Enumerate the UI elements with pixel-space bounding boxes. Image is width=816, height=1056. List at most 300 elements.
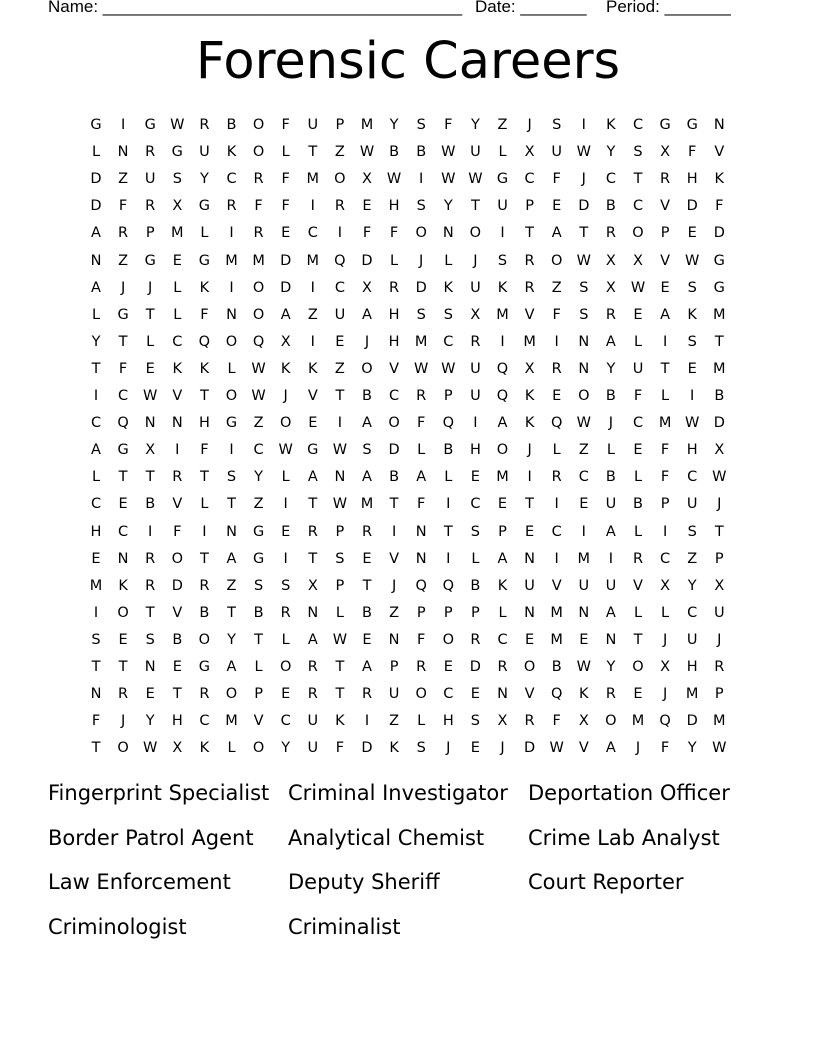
grid-letter[interactable]: P: [714, 550, 724, 567]
grid-letter[interactable]: Q: [442, 415, 454, 432]
grid-letter[interactable]: Z: [334, 360, 345, 377]
grid-letter[interactable]: R: [253, 225, 264, 242]
grid-letter[interactable]: O: [225, 333, 238, 350]
grid-letter[interactable]: W: [143, 388, 158, 404]
grid-letter[interactable]: I: [310, 279, 315, 296]
grid-letter[interactable]: L: [281, 631, 290, 648]
grid-letter[interactable]: S: [633, 144, 643, 161]
grid-letter[interactable]: C: [118, 388, 129, 404]
grid-letter[interactable]: M: [89, 577, 103, 594]
grid-letter[interactable]: Q: [659, 713, 671, 730]
grid-letter[interactable]: U: [686, 631, 698, 648]
grid-letter[interactable]: I: [500, 333, 505, 350]
grid-letter[interactable]: C: [632, 198, 644, 215]
grid-letter[interactable]: Q: [117, 415, 129, 432]
grid-letter[interactable]: U: [334, 306, 346, 323]
grid-letter[interactable]: V: [660, 198, 671, 215]
grid-letter[interactable]: G: [713, 252, 725, 269]
grid-letter[interactable]: F: [389, 225, 399, 242]
grid-letter[interactable]: G: [144, 252, 156, 269]
grid-letter[interactable]: Y: [199, 171, 209, 188]
grid-letter[interactable]: R: [226, 198, 237, 215]
grid-letter[interactable]: Z: [389, 604, 400, 621]
grid-letter[interactable]: W: [549, 740, 564, 757]
grid-letter[interactable]: K: [199, 279, 210, 296]
grid-letter[interactable]: D: [686, 198, 698, 215]
grid-letter[interactable]: B: [145, 496, 156, 513]
grid-letter[interactable]: W: [685, 252, 700, 269]
grid-letter[interactable]: O: [632, 659, 644, 675]
grid-letter[interactable]: T: [199, 388, 209, 404]
grid-letter[interactable]: E: [470, 740, 480, 757]
grid-letter[interactable]: K: [606, 117, 616, 133]
grid-letter[interactable]: H: [388, 306, 400, 323]
grid-letter[interactable]: O: [632, 225, 644, 242]
grid-letter[interactable]: W: [251, 388, 266, 404]
grid-letter[interactable]: L: [91, 306, 101, 323]
grid-letter[interactable]: D: [713, 225, 725, 242]
period-field-label[interactable]: Period: _______: [606, 0, 731, 16]
grid-letter[interactable]: X: [660, 659, 671, 675]
grid-letter[interactable]: T: [335, 659, 345, 675]
grid-letter[interactable]: F: [688, 144, 697, 161]
grid-letter[interactable]: B: [416, 144, 427, 161]
grid-letter[interactable]: F: [281, 117, 290, 133]
grid-letter[interactable]: O: [279, 415, 292, 432]
grid-letter[interactable]: S: [172, 171, 182, 188]
grid-letter[interactable]: U: [605, 577, 617, 594]
grid-letter[interactable]: U: [199, 144, 210, 161]
grid-letter[interactable]: C: [632, 415, 644, 432]
grid-letter[interactable]: T: [335, 686, 345, 703]
grid-letter[interactable]: F: [660, 740, 670, 757]
grid-letter[interactable]: N: [415, 523, 427, 540]
grid-letter[interactable]: B: [253, 604, 264, 621]
grid-letter[interactable]: T: [145, 469, 155, 486]
grid-letter[interactable]: X: [362, 279, 372, 296]
grid-letter[interactable]: X: [145, 442, 156, 459]
grid-letter[interactable]: S: [687, 523, 697, 540]
grid-letter[interactable]: X: [714, 442, 725, 459]
grid-letter[interactable]: M: [577, 550, 591, 567]
grid-letter[interactable]: A: [362, 469, 372, 486]
grid-letter[interactable]: I: [446, 496, 451, 513]
grid-letter[interactable]: U: [470, 279, 481, 296]
grid-letter[interactable]: F: [715, 198, 724, 215]
grid-letter[interactable]: L: [173, 306, 182, 323]
grid-letter[interactable]: O: [605, 713, 617, 730]
grid-letter[interactable]: Y: [606, 144, 616, 161]
grid-letter[interactable]: S: [443, 306, 453, 323]
grid-letter[interactable]: E: [362, 198, 372, 215]
grid-letter[interactable]: U: [605, 496, 617, 513]
grid-letter[interactable]: I: [310, 333, 315, 350]
grid-letter[interactable]: R: [714, 659, 725, 675]
grid-letter[interactable]: V: [524, 686, 535, 703]
grid-letter[interactable]: X: [633, 252, 643, 269]
grid-letter[interactable]: D: [578, 198, 590, 215]
grid-letter[interactable]: G: [496, 171, 509, 188]
grid-letter[interactable]: C: [334, 279, 345, 296]
grid-letter[interactable]: C: [199, 713, 210, 730]
grid-letter[interactable]: F: [200, 442, 209, 459]
grid-letter[interactable]: L: [227, 360, 236, 377]
grid-letter[interactable]: O: [171, 550, 183, 567]
grid-letter[interactable]: M: [550, 631, 563, 648]
grid-letter[interactable]: A: [660, 306, 671, 323]
grid-letter[interactable]: T: [308, 550, 318, 567]
grid-letter[interactable]: B: [172, 631, 183, 648]
grid-letter[interactable]: H: [469, 442, 481, 459]
grid-letter[interactable]: T: [91, 360, 101, 377]
grid-letter[interactable]: E: [308, 415, 318, 432]
grid-letter[interactable]: P: [389, 659, 399, 675]
grid-letter[interactable]: A: [91, 442, 101, 459]
grid-letter[interactable]: C: [470, 496, 481, 513]
grid-letter[interactable]: U: [524, 577, 535, 594]
grid-letter[interactable]: L: [91, 144, 101, 161]
grid-letter[interactable]: M: [306, 171, 320, 188]
grid-letter[interactable]: J: [608, 415, 614, 432]
grid-letter[interactable]: T: [172, 686, 182, 703]
grid-letter[interactable]: S: [470, 713, 480, 730]
grid-letter[interactable]: O: [117, 740, 129, 757]
grid-letter[interactable]: L: [227, 740, 236, 757]
grid-letter[interactable]: O: [252, 144, 265, 161]
grid-letter[interactable]: B: [443, 442, 454, 459]
grid-letter[interactable]: C: [226, 171, 237, 188]
grid-letter[interactable]: D: [171, 577, 183, 594]
grid-letter[interactable]: W: [332, 442, 348, 459]
grid-letter[interactable]: L: [606, 442, 615, 459]
grid-letter[interactable]: Z: [334, 144, 345, 161]
grid-letter[interactable]: L: [417, 442, 426, 459]
grid-letter[interactable]: Y: [606, 659, 616, 675]
grid-letter[interactable]: P: [714, 686, 724, 703]
grid-letter[interactable]: B: [389, 144, 400, 161]
grid-letter[interactable]: F: [118, 198, 128, 215]
grid-letter[interactable]: L: [633, 333, 643, 350]
grid-letter[interactable]: R: [551, 469, 562, 486]
grid-letter[interactable]: V: [551, 577, 562, 594]
grid-letter[interactable]: R: [632, 550, 644, 567]
grid-letter[interactable]: V: [578, 740, 589, 757]
grid-letter[interactable]: O: [550, 252, 563, 269]
grid-letter[interactable]: J: [581, 171, 586, 188]
grid-letter[interactable]: I: [554, 496, 559, 513]
grid-letter[interactable]: Y: [254, 469, 264, 486]
grid-letter[interactable]: T: [443, 523, 453, 540]
grid-letter[interactable]: T: [660, 360, 670, 377]
grid-letter[interactable]: I: [229, 225, 234, 242]
grid-letter[interactable]: T: [227, 496, 236, 513]
grid-letter[interactable]: N: [415, 550, 427, 567]
grid-letter[interactable]: S: [470, 523, 480, 540]
grid-letter[interactable]: Z: [253, 415, 264, 432]
grid-letter[interactable]: S: [91, 631, 101, 648]
grid-letter[interactable]: O: [334, 171, 346, 188]
grid-letter[interactable]: I: [581, 523, 586, 540]
grid-letter[interactable]: R: [199, 117, 210, 133]
grid-letter[interactable]: R: [416, 388, 427, 404]
grid-letter[interactable]: H: [388, 198, 400, 215]
grid-letter[interactable]: X: [660, 577, 671, 594]
grid-letter[interactable]: G: [144, 117, 156, 133]
grid-letter[interactable]: E: [470, 469, 480, 486]
grid-letter[interactable]: M: [225, 713, 238, 730]
grid-letter[interactable]: G: [198, 252, 211, 269]
grid-letter[interactable]: P: [525, 198, 534, 215]
grid-letter[interactable]: U: [470, 388, 481, 404]
grid-letter[interactable]: G: [307, 442, 319, 459]
grid-letter[interactable]: R: [497, 659, 508, 675]
grid-letter[interactable]: N: [578, 333, 590, 350]
grid-letter[interactable]: D: [361, 252, 373, 269]
grid-letter[interactable]: M: [360, 496, 374, 513]
grid-letter[interactable]: E: [118, 631, 128, 648]
grid-letter[interactable]: Z: [226, 577, 237, 594]
grid-letter[interactable]: U: [632, 360, 644, 377]
grid-letter[interactable]: M: [713, 360, 726, 377]
grid-letter[interactable]: B: [199, 604, 210, 621]
grid-letter[interactable]: Y: [687, 740, 697, 757]
grid-letter[interactable]: E: [687, 225, 697, 242]
grid-letter[interactable]: F: [552, 171, 561, 188]
grid-letter[interactable]: J: [473, 252, 478, 269]
grid-letter[interactable]: M: [550, 604, 563, 621]
grid-letter[interactable]: E: [443, 659, 453, 675]
grid-letter[interactable]: V: [307, 388, 318, 404]
grid-letter[interactable]: W: [143, 740, 158, 757]
grid-letter[interactable]: Y: [687, 577, 697, 594]
grid-letter[interactable]: J: [419, 252, 424, 269]
grid-letter[interactable]: K: [687, 306, 697, 323]
grid-letter[interactable]: X: [362, 171, 372, 188]
grid-letter[interactable]: X: [172, 198, 183, 215]
grid-letter[interactable]: N: [117, 144, 129, 161]
grid-letter[interactable]: E: [91, 550, 101, 567]
grid-letter[interactable]: W: [576, 415, 591, 432]
grid-letter[interactable]: E: [633, 442, 643, 459]
grid-letter[interactable]: D: [713, 415, 725, 432]
grid-letter[interactable]: T: [362, 577, 372, 594]
grid-letter[interactable]: K: [497, 279, 508, 296]
grid-letter[interactable]: L: [281, 469, 290, 486]
grid-letter[interactable]: R: [389, 279, 400, 296]
grid-letter[interactable]: A: [605, 604, 616, 621]
grid-letter[interactable]: N: [144, 415, 156, 432]
grid-letter[interactable]: K: [308, 360, 318, 377]
grid-letter[interactable]: A: [497, 550, 508, 567]
grid-letter[interactable]: L: [390, 252, 399, 269]
grid-letter[interactable]: I: [662, 523, 668, 540]
grid-letter[interactable]: B: [605, 388, 616, 404]
grid-letter[interactable]: T: [118, 659, 128, 675]
grid-letter[interactable]: N: [90, 686, 102, 703]
grid-letter[interactable]: I: [554, 333, 559, 350]
grid-letter[interactable]: R: [145, 198, 156, 215]
grid-letter[interactable]: K: [497, 577, 508, 594]
grid-letter[interactable]: A: [605, 523, 616, 540]
grid-letter[interactable]: W: [576, 144, 591, 161]
grid-letter[interactable]: W: [386, 171, 402, 188]
grid-letter[interactable]: T: [633, 631, 643, 648]
grid-letter[interactable]: U: [307, 117, 319, 133]
grid-letter[interactable]: X: [578, 713, 589, 730]
grid-letter[interactable]: V: [389, 550, 400, 567]
grid-letter[interactable]: C: [280, 713, 291, 730]
grid-letter[interactable]: F: [118, 360, 128, 377]
grid-letter[interactable]: O: [523, 659, 536, 675]
grid-letter[interactable]: E: [145, 360, 155, 377]
grid-letter[interactable]: J: [446, 740, 451, 757]
grid-letter[interactable]: V: [633, 577, 643, 594]
grid-letter[interactable]: W: [441, 171, 456, 188]
grid-letter[interactable]: O: [361, 360, 373, 377]
grid-letter[interactable]: L: [417, 713, 426, 730]
grid-letter[interactable]: T: [308, 144, 318, 161]
grid-letter[interactable]: O: [415, 686, 427, 703]
grid-letter[interactable]: O: [578, 388, 590, 404]
grid-letter[interactable]: W: [576, 252, 591, 269]
grid-letter[interactable]: V: [714, 144, 725, 161]
grid-letter[interactable]: B: [633, 496, 643, 513]
grid-letter[interactable]: Y: [145, 713, 155, 730]
grid-letter[interactable]: H: [171, 713, 183, 730]
grid-letter[interactable]: M: [171, 225, 184, 242]
grid-letter[interactable]: P: [471, 604, 480, 621]
grid-letter[interactable]: Q: [550, 415, 563, 432]
grid-letter[interactable]: L: [254, 659, 263, 675]
grid-letter[interactable]: A: [551, 225, 562, 242]
grid-letter[interactable]: I: [581, 117, 586, 133]
grid-letter[interactable]: O: [225, 686, 238, 703]
grid-letter[interactable]: G: [252, 550, 265, 567]
grid-letter[interactable]: X: [280, 333, 291, 350]
grid-letter[interactable]: W: [251, 360, 266, 377]
grid-letter[interactable]: A: [362, 415, 372, 432]
grid-letter[interactable]: K: [280, 360, 291, 377]
grid-letter[interactable]: G: [686, 117, 698, 133]
grid-letter[interactable]: G: [117, 306, 129, 323]
grid-letter[interactable]: U: [307, 740, 319, 757]
grid-letter[interactable]: I: [283, 496, 288, 513]
grid-letter[interactable]: K: [443, 279, 454, 296]
grid-letter[interactable]: N: [442, 225, 454, 242]
grid-letter[interactable]: S: [416, 198, 426, 215]
grid-letter[interactable]: R: [524, 279, 535, 296]
grid-letter[interactable]: W: [414, 360, 429, 377]
grid-letter[interactable]: F: [335, 740, 345, 757]
grid-letter[interactable]: Q: [496, 388, 509, 404]
grid-letter[interactable]: C: [90, 415, 102, 432]
grid-letter[interactable]: G: [198, 198, 211, 215]
grid-letter[interactable]: Y: [606, 360, 616, 377]
grid-letter[interactable]: H: [686, 171, 698, 188]
grid-letter[interactable]: S: [362, 442, 372, 459]
grid-letter[interactable]: N: [524, 550, 536, 567]
grid-letter[interactable]: Z: [687, 550, 698, 567]
grid-letter[interactable]: D: [280, 279, 292, 296]
grid-letter[interactable]: O: [225, 388, 238, 404]
grid-letter[interactable]: A: [91, 225, 101, 242]
grid-letter[interactable]: U: [686, 496, 698, 513]
grid-letter[interactable]: T: [389, 496, 399, 513]
grid-letter[interactable]: X: [470, 306, 481, 323]
grid-letter[interactable]: F: [254, 198, 263, 215]
grid-letter[interactable]: K: [172, 360, 183, 377]
grid-letter[interactable]: F: [633, 388, 643, 404]
grid-letter[interactable]: P: [443, 388, 453, 404]
grid-letter[interactable]: M: [713, 306, 726, 323]
grid-letter[interactable]: I: [229, 279, 234, 296]
grid-letter[interactable]: I: [120, 117, 126, 133]
grid-letter[interactable]: G: [171, 144, 183, 161]
grid-letter[interactable]: W: [685, 415, 700, 432]
grid-letter[interactable]: Q: [415, 577, 427, 594]
grid-letter[interactable]: P: [443, 604, 453, 621]
grid-letter[interactable]: X: [605, 279, 616, 296]
grid-letter[interactable]: U: [470, 360, 481, 377]
grid-letter[interactable]: C: [172, 333, 183, 350]
grid-letter[interactable]: I: [93, 604, 99, 621]
grid-letter[interactable]: R: [172, 469, 183, 486]
grid-letter[interactable]: A: [226, 659, 237, 675]
grid-letter[interactable]: X: [524, 360, 535, 377]
grid-letter[interactable]: N: [524, 604, 536, 621]
grid-letter[interactable]: N: [117, 550, 129, 567]
grid-letter[interactable]: T: [714, 523, 724, 540]
grid-letter[interactable]: E: [281, 686, 291, 703]
grid-letter[interactable]: C: [687, 604, 698, 621]
grid-letter[interactable]: B: [714, 388, 725, 404]
grid-letter[interactable]: W: [441, 144, 456, 161]
grid-letter[interactable]: I: [93, 388, 99, 404]
grid-letter[interactable]: X: [605, 252, 616, 269]
grid-letter[interactable]: E: [687, 360, 697, 377]
grid-letter[interactable]: E: [335, 333, 345, 350]
grid-letter[interactable]: R: [605, 306, 616, 323]
grid-letter[interactable]: Z: [551, 279, 562, 296]
grid-letter[interactable]: S: [497, 252, 508, 269]
grid-letter[interactable]: S: [335, 550, 345, 567]
grid-letter[interactable]: A: [605, 740, 616, 757]
grid-letter[interactable]: R: [307, 659, 318, 675]
grid-letter[interactable]: P: [335, 523, 345, 540]
grid-letter[interactable]: B: [362, 388, 372, 404]
grid-letter[interactable]: E: [633, 686, 643, 703]
grid-letter[interactable]: Q: [198, 333, 211, 350]
grid-letter[interactable]: A: [605, 333, 616, 350]
grid-letter[interactable]: C: [443, 333, 454, 350]
grid-letter[interactable]: V: [253, 713, 264, 730]
grid-letter[interactable]: N: [388, 631, 400, 648]
grid-letter[interactable]: L: [498, 604, 507, 621]
grid-letter[interactable]: E: [172, 252, 182, 269]
grid-letter[interactable]: E: [525, 523, 535, 540]
grid-letter[interactable]: C: [632, 117, 644, 133]
grid-letter[interactable]: K: [199, 360, 210, 377]
grid-letter[interactable]: C: [307, 225, 318, 242]
grid-letter[interactable]: O: [252, 306, 265, 323]
grid-letter[interactable]: L: [661, 604, 670, 621]
grid-letter[interactable]: I: [554, 550, 559, 567]
grid-letter[interactable]: T: [118, 333, 128, 350]
grid-letter[interactable]: S: [416, 740, 426, 757]
grid-letter[interactable]: L: [661, 388, 670, 404]
grid-letter[interactable]: J: [527, 442, 532, 459]
grid-letter[interactable]: T: [199, 550, 209, 567]
